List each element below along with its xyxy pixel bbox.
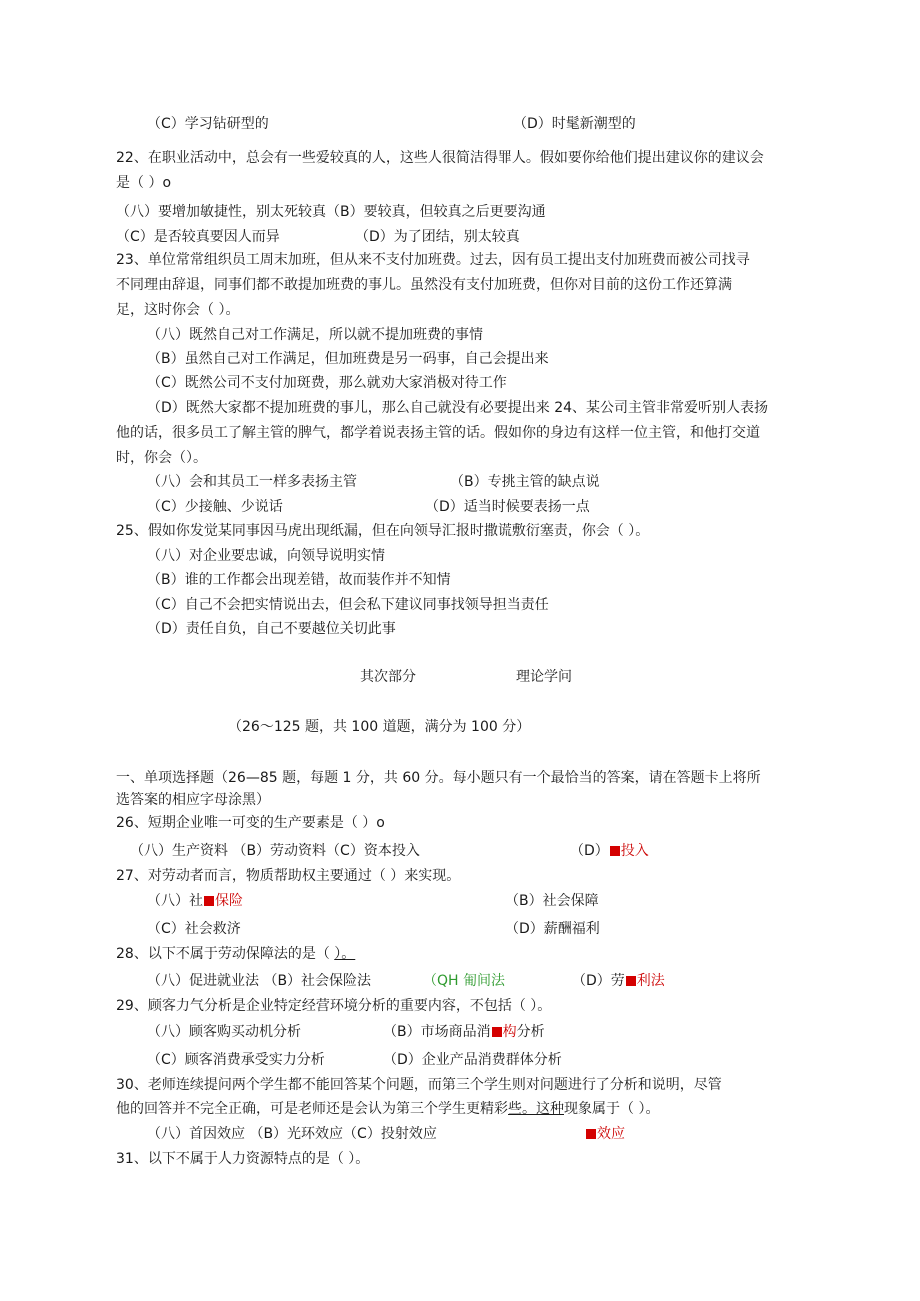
redaction-mark (204, 896, 214, 906)
q24-stem-line2: 他的话，很多员工了解主管的脾气，都学着说表扬主管的话。假如你的身边有这样一位主管，和他打交道 (116, 425, 760, 441)
redaction-mark (626, 976, 636, 986)
q23-option-d: （D）既然大家都不提加班费的事儿，那么自己就没有必要提出来 24、某公司主管非常爱听别人表扬 (147, 400, 769, 416)
q28-stem-text: 28、以下不属于劳动保障法的是（ (116, 946, 335, 962)
q26-options-abc: （八）生产资料 （B）劳动资料（C）资本投入 (130, 843, 420, 859)
q25-option-c: （C）自己不会把实情说出去，但会私下建议同事找领导担当责任 (147, 597, 549, 613)
q23-option-c: （C）既然公司不支付加斑费，那么就劝大家消极对待工作 (147, 375, 507, 391)
q29-option-b (383, 1022, 545, 1042)
section-range: （26～125 题，共 100 道题，满分为 100 分） (228, 719, 531, 735)
q28-option-d (572, 971, 665, 991)
q29-option-b-text: （B）市场商品消 (383, 1024, 491, 1040)
q27-option-b: （B）社会保障 (505, 893, 599, 909)
redaction-mark (586, 1129, 596, 1139)
q29-option-b-tail: 分析 (516, 1024, 545, 1040)
q28-stem-underlined: ）。 (334, 946, 356, 962)
q26-option-d-text: 投入 (620, 843, 649, 859)
q26-option-d-label: （D） (570, 843, 609, 859)
q23-stem-line2: 不同理由辞退，同事们都不敢提加班费的事儿。虽然没有支付加班费，但你对目前的这份工作还算满 (116, 277, 732, 293)
q23-stem-line3: 足，这时你会（ ）。 (116, 302, 240, 318)
q23-stem-line1: 23、单位常常组织员工周末加班，但从来不支付加班费。过去，因有员工提出支付加班费而被公司找寻 (116, 252, 750, 268)
q24-option-d: （D）适当时候要表扬一点 (425, 499, 590, 515)
q22-stem-line1: 22、在职业活动中，总会有一些爱较真的人，这些人很简洁得罪人。假如要你给他们提出建议你的建议会 (116, 150, 764, 166)
q27-option-a-text: 保险 (215, 893, 243, 909)
q26-stem: 26、短期企业唯一可变的生产要素是（ ）o (116, 815, 385, 831)
q30-stem-underlined: 些。这种 (508, 1101, 564, 1117)
q30-stem-tail: 现象属于（ ）。 (564, 1101, 660, 1117)
q27-option-a-label: （八）社 (147, 893, 203, 909)
q29-option-b-red: 构 (502, 1024, 517, 1040)
q26-option-d (570, 841, 649, 861)
section-instructions-line1: 一、单项选择题（26—85 题，每题 1 分，共 60 分。每小题只有一个最恰当的答案，请在答题卡上将所 (116, 770, 761, 786)
q30-stem-line2 (116, 1099, 659, 1119)
q27-option-a (147, 891, 243, 911)
q30-stem-text: 他的回答并不完全正确，可是老师还是会认为第三个学生更精彩 (116, 1101, 508, 1117)
q25-stem: 25、假如你发觉某同事因马虎出现纸漏，但在向领导汇报时撒谎敷衍塞责，你会（ ）。 (116, 523, 650, 539)
q30-options-abc: （八）首因效应 （B）光环效应（C）投射效应 (147, 1126, 437, 1142)
q22-options-ab: （八）要增加敏捷性，别太死较真（B）要较真，但较真之后更要沟通 (116, 204, 546, 220)
q21-option-d: （D）时髦新潮型的 (513, 116, 636, 132)
q24-option-a: （八）会和其员工一样多表扬主管 (147, 474, 357, 490)
q29-option-d: （D）企业产品消费群体分析 (383, 1052, 562, 1068)
q23-option-b: （B）虽然自己对工作满足，但加班费是另一码事，自己会提出来 (147, 351, 549, 367)
q24-option-b: （B）专挑主管的缺点说 (450, 474, 600, 490)
q25-option-d: （D）责任自负，自己不要越位关切此事 (147, 621, 396, 637)
q24-option-c: （C）少接触、少说话 (147, 499, 283, 515)
q28-option-d-label: （D）劳 (572, 973, 625, 989)
q25-option-b: （B）谁的工作都会出现差错，故而装作并不知情 (147, 572, 451, 588)
q28-option-c: （QH 匍间法 (423, 973, 505, 989)
q30-option-d-text: 效应 (597, 1126, 625, 1142)
redaction-mark (610, 846, 620, 856)
q29-option-c: （C）顾客消费承受实力分析 (147, 1052, 325, 1068)
q30-option-d (585, 1124, 625, 1144)
q22-option-c: （C）是否较真要因人而异 (116, 229, 280, 245)
q27-option-d: （D）薪酬福利 (505, 921, 600, 937)
q25-option-a: （八）对企业要忠诚，向领导说明实情 (147, 548, 385, 564)
q28-option-d-text: 利法 (636, 973, 665, 989)
q22-stem-line2: 是（ ）o (116, 175, 172, 191)
q30-stem-line1: 30、老师连续提问两个学生都不能回答某个问题，而第三个学生则对问题进行了分析和说明，尽管 (116, 1077, 722, 1093)
q27-option-c: （C）社会救济 (147, 921, 241, 937)
q22-option-d: （D）为了团结，别太较真 (355, 229, 520, 245)
section-part-name: 理论学问 (516, 669, 572, 685)
section-instructions-line2: 选答案的相应字母涂黑） (116, 792, 270, 808)
section-part-title: 其次部分 (360, 669, 416, 685)
q29-stem: 29、顾客力气分析是企业特定经营环境分析的重要内容，不包括（ ）。 (116, 998, 552, 1014)
q27-stem: 27、对劳动者而言，物质帮助权主要通过（ ）来实现。 (116, 868, 461, 884)
redaction-mark (492, 1027, 502, 1037)
q29-option-a: （八）顾客购买动机分析 (147, 1024, 301, 1040)
q24-stem-line3: 时，你会（）。 (116, 450, 207, 466)
q28-options-ab: （八）促进就业法 （B）社会保险法 (147, 973, 372, 989)
q21-option-c: （C）学习钻研型的 (147, 116, 269, 132)
q28-stem (116, 944, 355, 964)
q31-stem: 31、以下不属于人力资源特点的是（ ）。 (116, 1151, 370, 1167)
q23-option-a: （八）既然自己对工作满足，所以就不提加班费的事情 (147, 327, 483, 343)
